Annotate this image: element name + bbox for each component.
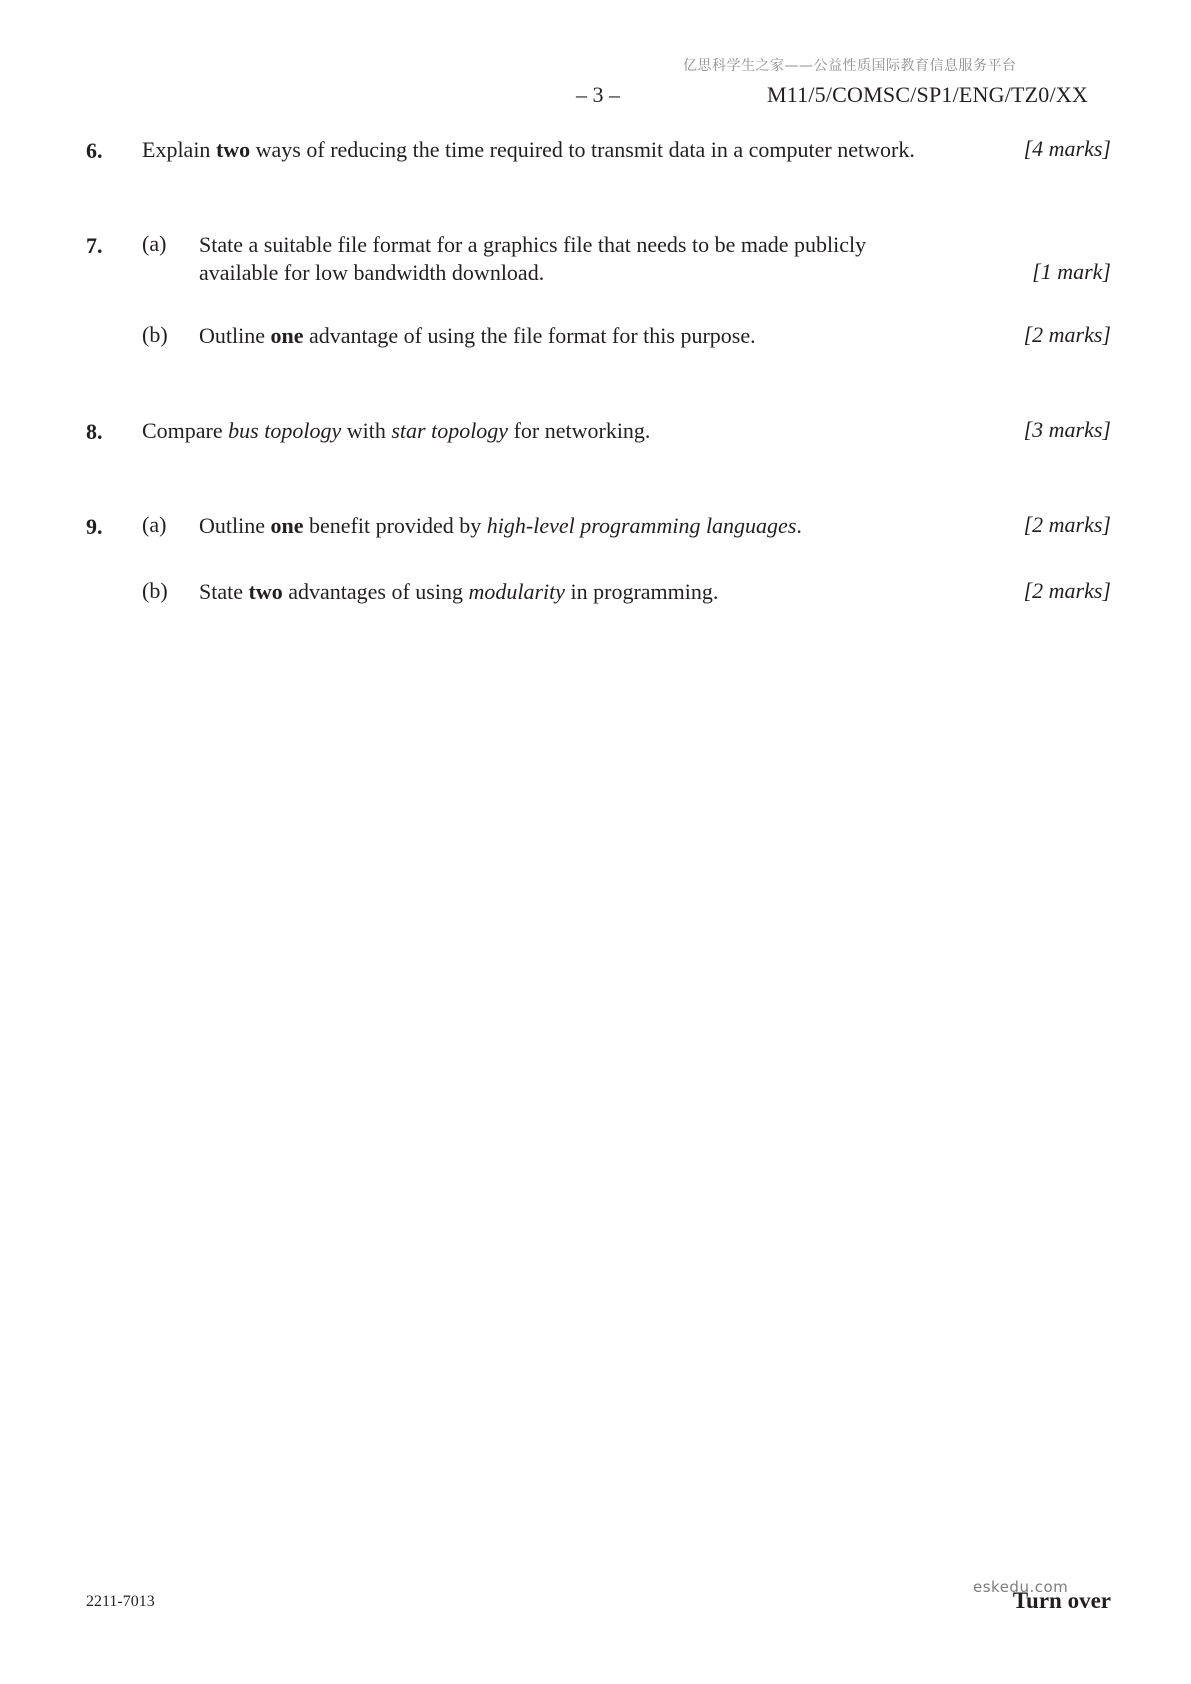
q7b-text-part: Outline <box>199 323 271 348</box>
q6-text-part: ways of reducing the time required to transmit data in a computer network. <box>250 137 915 162</box>
q9b-term: modularity <box>468 579 566 604</box>
question-7a-line2: available for low bandwidth download. <box>199 260 545 285</box>
question-7a-label: (a) <box>142 231 167 256</box>
q9b-emphasis: two <box>248 579 283 604</box>
q8-text-part: with <box>341 418 392 443</box>
q8-term-bus: bus topology <box>228 418 342 443</box>
q8-term-star: star topology <box>391 418 509 443</box>
question-9a-marks: [2 marks] <box>1023 512 1111 537</box>
question-9b-marks: [2 marks] <box>1023 578 1111 603</box>
question-9a-text <box>199 512 802 540</box>
q9a-term: high-level programming languages <box>486 513 797 538</box>
question-7a-line1: State a suitable file format for a graphics file that needs to be made publicly <box>199 232 867 257</box>
question-8-marks: [3 marks] <box>1023 417 1111 442</box>
question-7b-label: (b) <box>142 322 168 347</box>
q9b-text-part: State <box>199 579 249 604</box>
question-9b-text <box>199 578 718 606</box>
q9a-text-part: . <box>796 513 802 538</box>
q9a-emphasis: one <box>270 513 304 538</box>
question-7b-text <box>199 322 756 350</box>
question-7a-marks: [1 mark] <box>1032 259 1111 284</box>
q9a-text-part: benefit provided by <box>303 513 487 538</box>
q6-emphasis: two <box>215 137 251 162</box>
footer-code: 2211-7013 <box>86 1593 155 1610</box>
q8-text-part: Compare <box>142 418 229 443</box>
q7b-text-part: advantage of using the file format for this purpose. <box>303 323 756 348</box>
question-6-marks: [4 marks] <box>1023 136 1111 161</box>
page-number: – 3 – <box>576 82 620 107</box>
q7b-emphasis: one <box>270 323 304 348</box>
question-7b-marks: [2 marks] <box>1023 322 1111 347</box>
question-6-number: 6. <box>86 138 103 163</box>
q8-text-part: for networking. <box>508 418 651 443</box>
q6-text-part: Explain <box>142 137 216 162</box>
footer-watermark: eskedu.com <box>973 1578 1069 1596</box>
question-9-number: 9. <box>86 514 103 539</box>
question-9b-label: (b) <box>142 578 168 603</box>
paper-code: M11/5/COMSC/SP1/ENG/TZ0/XX <box>767 82 1088 107</box>
question-9a-label: (a) <box>142 512 167 537</box>
question-8-number: 8. <box>86 419 103 444</box>
q9a-text-part: Outline <box>199 513 271 538</box>
turn-over-label: Turn over <box>1012 1588 1111 1613</box>
header-watermark: 亿思科学生之家——公益性质国际教育信息服务平台 <box>683 58 1017 74</box>
q9b-text-part: advantages of using <box>282 579 469 604</box>
question-8-text <box>142 417 650 445</box>
question-7-number: 7. <box>86 233 103 258</box>
question-6-text <box>142 136 915 164</box>
q9b-text-part: in programming. <box>565 579 719 604</box>
